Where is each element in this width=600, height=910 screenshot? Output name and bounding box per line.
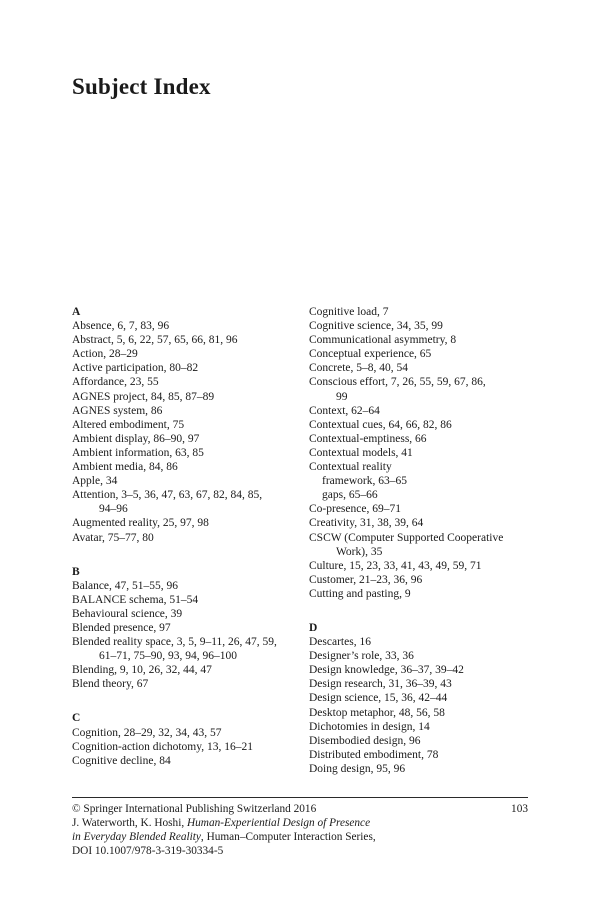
index-entry	[309, 460, 530, 474]
index-entry	[309, 663, 530, 677]
index-entry	[72, 621, 293, 635]
index-entry-line: Conceptual experience, 65	[309, 348, 432, 361]
index-entry	[309, 432, 530, 446]
index-entry-line: Active participation, 80–82	[72, 362, 199, 375]
index-entry-line: Cognitive load, 7	[309, 306, 389, 318]
page-title: Subject Index	[72, 74, 211, 99]
index-letter-heading: B	[72, 565, 80, 578]
index-entry	[72, 460, 293, 474]
index-entry-line: Distributed embodiment, 78	[309, 748, 439, 761]
index-entry-line: Cognition, 28–29, 32, 34, 43, 57	[72, 726, 222, 739]
subject-index	[72, 305, 530, 776]
index-entry	[309, 418, 530, 432]
index-section	[72, 565, 293, 692]
index-entry	[72, 446, 293, 460]
index-letter-heading: D	[309, 621, 318, 634]
index-letter-heading: C	[72, 712, 81, 725]
index-entry	[309, 375, 530, 403]
index-entry-line: Apple, 34	[72, 475, 118, 488]
index-entry	[72, 432, 293, 446]
index-entry	[72, 740, 293, 754]
index-entry	[72, 531, 293, 545]
index-entry-line: Attention, 3–5, 36, 47, 63, 67, 82, 84, 85,	[72, 489, 263, 502]
index-entry-line: Contextual reality	[309, 461, 392, 474]
page-footer	[72, 797, 528, 859]
index-entry-line: gaps, 65–66	[322, 489, 378, 502]
index-entry	[72, 404, 293, 418]
index-column-right	[309, 305, 530, 776]
index-entry	[309, 516, 530, 530]
index-entry-line: Disembodied design, 96	[309, 734, 421, 747]
index-entry-continuation-line: 94–96	[99, 503, 128, 516]
index-entry	[72, 593, 293, 607]
index-entry-line: Action, 28–29	[72, 348, 138, 361]
index-entry	[309, 502, 530, 516]
index-entry	[72, 663, 293, 677]
footer-copyright-row	[72, 803, 528, 817]
doi-line: DOI 10.1007/978-3-319-30334-5	[72, 844, 224, 857]
index-entry-line: Cutting and pasting, 9	[309, 587, 411, 600]
page-number: 103	[511, 803, 528, 815]
index-entry	[72, 726, 293, 740]
index-entry-line: Altered embodiment, 75	[72, 418, 185, 431]
index-entry-line: Dichotomies in design, 14	[309, 720, 430, 733]
index-entry	[72, 754, 293, 768]
index-entry	[309, 361, 530, 375]
index-subentry	[309, 488, 530, 502]
citation-book-title-part2: in Everyday Blended Reality	[72, 830, 201, 843]
index-entry	[309, 305, 530, 319]
index-entry-line: AGNES project, 84, 85, 87–89	[72, 390, 215, 403]
index-entry-line: Contextual cues, 64, 66, 82, 86	[309, 418, 452, 431]
index-entry-line: Blended reality space, 3, 5, 9–11, 26, 47, 59,	[72, 636, 277, 649]
index-entry-continuation-line: 61–71, 75–90, 93, 94, 96–100	[99, 650, 237, 663]
index-entry-continuation-line: 99	[336, 390, 348, 403]
index-entry-line: Conscious effort, 7, 26, 55, 59, 67, 86,	[309, 376, 486, 389]
index-entry	[309, 573, 530, 587]
index-entry-line: Culture, 15, 23, 33, 41, 43, 49, 59, 71	[309, 559, 482, 572]
index-entry-line: Blended presence, 97	[72, 621, 171, 634]
index-entry	[309, 347, 530, 361]
index-section	[309, 305, 530, 601]
index-entry-line: CSCW (Computer Supported Cooperative	[309, 531, 504, 544]
index-entry	[309, 762, 530, 776]
index-entry-line: Absence, 6, 7, 83, 96	[72, 320, 170, 333]
index-entry-continuation-line: Work), 35	[336, 545, 383, 558]
index-entry	[309, 319, 530, 333]
index-entry-line: Creativity, 31, 38, 39, 64	[309, 517, 424, 530]
index-entry-line: Blending, 9, 10, 26, 32, 44, 47	[72, 664, 212, 677]
index-entry-line: Customer, 21–23, 36, 96	[309, 573, 423, 586]
index-entry	[309, 734, 530, 748]
index-entry	[309, 748, 530, 762]
index-entry	[309, 706, 530, 720]
index-entry	[309, 333, 530, 347]
index-entry-line: Context, 62–64	[309, 404, 380, 417]
index-entry-line: BALANCE schema, 51–54	[72, 593, 199, 606]
index-entry	[309, 559, 530, 573]
index-entry-line: Designer’s role, 33, 36	[309, 650, 414, 663]
copyright-text: © Springer International Publishing Switzerland 2016	[72, 803, 317, 815]
index-section	[72, 305, 293, 545]
index-entry	[72, 607, 293, 621]
index-section	[72, 711, 293, 767]
index-entry	[72, 390, 293, 404]
index-entry-line: Abstract, 5, 6, 22, 57, 65, 66, 81, 96	[72, 334, 238, 347]
index-letter-heading: A	[72, 306, 81, 318]
index-entry-line: Cognitive decline, 84	[72, 754, 171, 767]
citation-line-1	[72, 817, 528, 831]
index-entry-line: Concrete, 5–8, 40, 54	[309, 362, 409, 375]
index-entry	[72, 361, 293, 375]
index-entry-line: Avatar, 75–77, 80	[72, 531, 154, 544]
index-entry	[72, 375, 293, 389]
index-entry-line: framework, 63–65	[322, 475, 407, 488]
index-entry	[72, 579, 293, 593]
index-entry-line: Cognition-action dichotomy, 13, 16–21	[72, 740, 254, 753]
index-entry	[72, 474, 293, 488]
index-entry-line: Affordance, 23, 55	[72, 376, 159, 389]
citation-line-2	[72, 831, 528, 845]
index-entry	[72, 677, 293, 691]
index-entry	[72, 488, 293, 516]
index-entry-line: Balance, 47, 51–55, 96	[72, 579, 179, 592]
index-entry	[72, 333, 293, 347]
index-entry-line: Contextual models, 41	[309, 446, 413, 459]
index-entry	[309, 446, 530, 460]
index-entry	[309, 720, 530, 734]
index-entry-line: Doing design, 95, 96	[309, 762, 406, 775]
index-entry-line: Design research, 31, 36–39, 43	[309, 678, 452, 691]
index-entry	[72, 319, 293, 333]
index-entry	[72, 418, 293, 432]
index-entry-line: Ambient media, 84, 86	[72, 461, 178, 474]
index-entry-line: Ambient display, 86–90, 97	[72, 432, 200, 445]
index-entry-line: Descartes, 16	[309, 636, 371, 649]
index-entry	[72, 635, 293, 663]
index-entry-line: Communicational asymmetry, 8	[309, 334, 457, 347]
index-section	[309, 621, 530, 776]
index-entry	[309, 587, 530, 601]
index-entry	[309, 649, 530, 663]
index-column-left	[72, 305, 293, 776]
citation-series: , Human–Computer Interaction Series,	[200, 830, 376, 843]
index-entry-line: AGNES system, 86	[72, 404, 163, 417]
index-entry-line: Blend theory, 67	[72, 678, 149, 691]
index-entry	[309, 691, 530, 705]
index-entry-line: Cognitive science, 34, 35, 99	[309, 320, 443, 333]
index-entry	[72, 347, 293, 361]
index-entry-line: Design knowledge, 36–37, 39–42	[309, 664, 464, 677]
index-entry	[72, 516, 293, 530]
index-entry-line: Desktop metaphor, 48, 56, 58	[309, 706, 445, 719]
index-entry	[309, 531, 530, 559]
index-entry	[309, 635, 530, 649]
index-entry	[309, 677, 530, 691]
citation-authors: J. Waterworth, K. Hoshi,	[72, 816, 187, 829]
index-entry-line: Design science, 15, 36, 42–44	[309, 692, 448, 705]
index-entry-line: Augmented reality, 25, 97, 98	[72, 517, 209, 530]
index-entry-line: Contextual-emptiness, 66	[309, 432, 427, 445]
index-subentry	[309, 474, 530, 488]
index-entry-line: Behavioural science, 39	[72, 607, 183, 620]
index-entry-line: Co-presence, 69–71	[309, 503, 401, 516]
index-entry-line: Ambient information, 63, 85	[72, 446, 204, 459]
citation-book-title-part1: Human-Experiential Design of Presence	[186, 816, 371, 829]
index-entry	[309, 404, 530, 418]
